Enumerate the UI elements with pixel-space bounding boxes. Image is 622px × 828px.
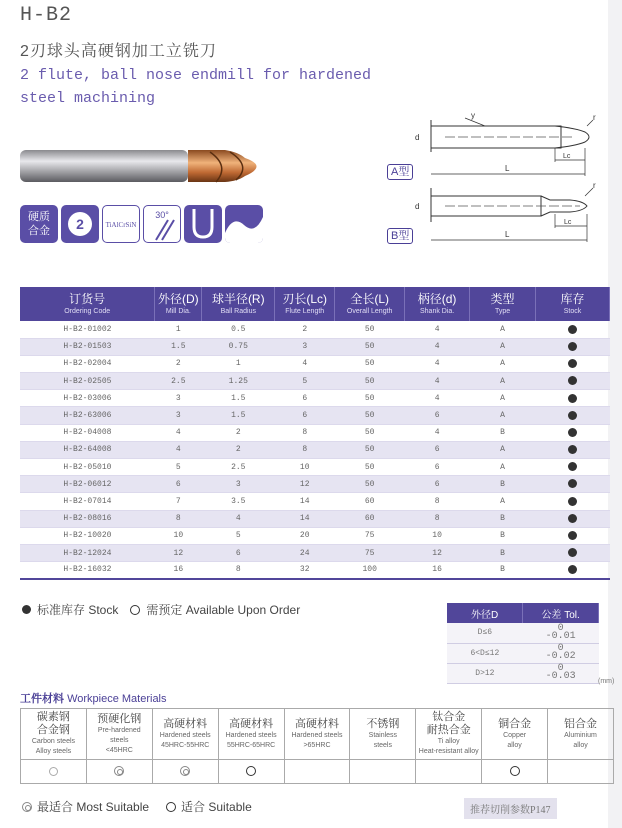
table-cell: 3	[275, 338, 335, 355]
table-cell: 2	[275, 321, 335, 338]
table-cell: H-B2-04008	[20, 424, 155, 441]
table-row	[20, 390, 610, 407]
table-cell: 7	[155, 493, 202, 510]
table-cell: 50	[335, 459, 405, 476]
tolerance-value: 0 -0.01	[523, 623, 599, 643]
table-row	[20, 373, 610, 390]
stock-cell	[536, 441, 610, 458]
table-cell: 6	[275, 390, 335, 407]
table-cell: 60	[335, 510, 405, 527]
table-cell: 32	[275, 562, 335, 579]
dim-r-a: r	[593, 113, 596, 122]
table-cell: 1.5	[202, 390, 275, 407]
tolerance-range: D>12	[447, 663, 523, 683]
suitability-legend	[22, 798, 252, 815]
table-cell: H-B2-63006	[20, 407, 155, 424]
table-cell: 3	[155, 407, 202, 424]
table-cell: 50	[335, 338, 405, 355]
stock-dot-icon	[568, 445, 577, 454]
table-cell: 50	[335, 355, 405, 372]
tolerance-value: 0 -0.03	[523, 663, 599, 683]
table-cell: 60	[335, 493, 405, 510]
table-cell: A	[470, 338, 536, 355]
stock-dot-icon	[568, 514, 577, 523]
material-cell: 预硬化钢 Pre-hardened steels <45HRC	[86, 709, 152, 760]
stock-dot-icon	[568, 376, 577, 385]
col-header: 外径(D) Mill Dia.	[155, 287, 202, 321]
table-cell: A	[470, 355, 536, 372]
endmill-image	[20, 144, 270, 188]
stock-legend-label: 标准库存 Stock	[37, 603, 119, 617]
suitability-cell	[350, 760, 416, 784]
material-cell: 铝合金 Aluminium alloy	[548, 709, 614, 760]
table-cell: 5	[202, 527, 275, 544]
col-header: 订货号 Ordering Code	[20, 287, 155, 321]
material-cell: 不锈钢 Stainless steels	[350, 709, 416, 760]
table-cell: 75	[335, 527, 405, 544]
product-code: H-B2	[20, 4, 73, 27]
stock-cell	[536, 373, 610, 390]
two-flute-icon: 2	[61, 205, 99, 243]
table-row	[20, 441, 610, 458]
table-cell: 6	[405, 407, 470, 424]
stock-dot-icon	[568, 497, 577, 506]
table-row	[20, 544, 610, 561]
table-cell: B	[470, 527, 536, 544]
stock-dot-icon	[568, 479, 577, 488]
table-cell: 5	[275, 373, 335, 390]
tolerance-range: 6<D≤12	[447, 643, 523, 663]
table-cell: A	[470, 390, 536, 407]
suitability-cell	[284, 760, 350, 784]
order-legend-label: 需预定 Available Upon Order	[146, 603, 301, 617]
material-cell: 碳素钢 合金钢 Carbon steels Alloy steels	[21, 709, 87, 760]
feature-icons	[20, 205, 263, 243]
table-cell: H-B2-01002	[20, 321, 155, 338]
table-cell: A	[470, 459, 536, 476]
stock-cell	[536, 562, 610, 579]
helix-angle-icon: 30°	[143, 205, 181, 243]
table-cell: H-B2-08016	[20, 510, 155, 527]
most-suitable-icon	[22, 802, 32, 812]
table-cell: H-B2-07014	[20, 493, 155, 510]
table-cell: 4	[405, 373, 470, 390]
table-cell: 1.25	[202, 373, 275, 390]
table-cell: A	[470, 407, 536, 424]
col-header: 库存 Stock	[536, 287, 610, 321]
table-cell: 100	[335, 562, 405, 579]
table-cell: 12	[155, 544, 202, 561]
table-cell: B	[470, 562, 536, 579]
stock-cell	[536, 459, 610, 476]
stock-cell	[536, 390, 610, 407]
stock-dot-icon	[568, 342, 577, 351]
tolerance-row	[447, 643, 599, 663]
dim-l-a: L	[505, 164, 510, 173]
table-row	[20, 321, 610, 338]
material-cell: 高硬材料 Hardened steels >65HRC	[284, 709, 350, 760]
suitability-cell	[152, 760, 218, 784]
stock-cell	[536, 493, 610, 510]
table-cell: 8	[202, 562, 275, 579]
table-cell: 6	[405, 459, 470, 476]
table-cell: 8	[405, 510, 470, 527]
table-cell: H-B2-12024	[20, 544, 155, 561]
table-row	[20, 476, 610, 493]
table-header	[20, 287, 610, 321]
suitable-icon	[246, 766, 256, 776]
dim-r-b: r	[593, 181, 596, 190]
material-cell: 钛合金 耐热合金 Ti alloy Heat-resistant alloy	[416, 709, 482, 760]
table-cell: H-B2-64008	[20, 441, 155, 458]
tolerance-value: 0 -0.02	[523, 643, 599, 663]
stock-cell	[536, 321, 610, 338]
suitable-label: 适合 Suitable	[181, 800, 252, 814]
stock-cell	[536, 510, 610, 527]
table-cell: 8	[405, 493, 470, 510]
table-cell: 3	[202, 476, 275, 493]
table-cell: 10	[275, 459, 335, 476]
table-cell: 8	[275, 441, 335, 458]
table-row	[20, 407, 610, 424]
type-a-label: A型	[387, 164, 413, 180]
stock-dot-icon	[568, 548, 577, 557]
stock-dot-icon	[568, 394, 577, 403]
table-cell: 50	[335, 390, 405, 407]
table-cell: 2	[155, 355, 202, 372]
table-cell: A	[470, 321, 536, 338]
table-cell: 2	[202, 424, 275, 441]
table-cell: 50	[335, 441, 405, 458]
type-b-label: B型	[387, 228, 413, 244]
table-cell: 4	[275, 355, 335, 372]
suitability-cell	[86, 760, 152, 784]
table-cell: 10	[155, 527, 202, 544]
stock-dot-icon	[568, 411, 577, 420]
table-cell: 1	[155, 321, 202, 338]
suitable-icon	[510, 766, 520, 776]
table-cell: 12	[405, 544, 470, 561]
table-cell: 14	[275, 493, 335, 510]
workpiece-title: 工件材料 Workpiece Materials	[20, 693, 167, 705]
table-cell: 5	[155, 459, 202, 476]
table-cell: 8	[155, 510, 202, 527]
table-cell: 1	[202, 355, 275, 372]
dim-lc-b: Lc	[564, 219, 572, 226]
table-cell: H-B2-01503	[20, 338, 155, 355]
stock-cell	[536, 476, 610, 493]
most-suitable-icon	[180, 766, 190, 776]
table-cell: 4	[405, 424, 470, 441]
table-cell: 2.5	[155, 373, 202, 390]
table-cell: 6	[405, 441, 470, 458]
dim-l-b: L	[505, 230, 510, 239]
stock-cell	[536, 424, 610, 441]
table-cell: H-B2-02505	[20, 373, 155, 390]
table-row	[20, 493, 610, 510]
table-cell: 4	[405, 355, 470, 372]
stock-dot-icon	[568, 325, 577, 334]
stock-cell	[536, 544, 610, 561]
suitable-icon	[166, 802, 176, 812]
title-en: 2 flute, ball nose endmill for hardened steel machining	[20, 67, 372, 107]
table-cell: 8	[275, 424, 335, 441]
col-header: 柄径(d) Shank Dia.	[405, 287, 470, 321]
stock-cell	[536, 527, 610, 544]
ball-nose-icon	[184, 205, 222, 243]
table-cell: 4	[155, 441, 202, 458]
stock-dot-icon	[568, 359, 577, 368]
table-cell: 12	[275, 476, 335, 493]
table-cell: 50	[335, 321, 405, 338]
tolerance-table	[447, 603, 599, 684]
table-cell: 16	[405, 562, 470, 579]
stock-cell	[536, 338, 610, 355]
table-cell: 2	[202, 441, 275, 458]
table-cell: 6	[405, 476, 470, 493]
table-cell: H-B2-02004	[20, 355, 155, 372]
table-cell: A	[470, 441, 536, 458]
table-cell: H-B2-16032	[20, 562, 155, 579]
table-cell: 50	[335, 373, 405, 390]
stock-dot-icon	[22, 605, 31, 614]
table-row	[20, 424, 610, 441]
col-header: 类型 Type	[470, 287, 536, 321]
col-header: 刃长(Lc) Flute Length	[275, 287, 335, 321]
suitability-cell	[482, 760, 548, 784]
table-cell: 6	[155, 476, 202, 493]
hard-alloy-icon: 硬质 合金	[20, 205, 58, 243]
stock-dot-icon	[568, 428, 577, 437]
table-row	[20, 527, 610, 544]
order-ring-icon	[130, 605, 140, 615]
table-cell: A	[470, 493, 536, 510]
dim-y-a: y	[471, 112, 475, 120]
table-cell: A	[470, 373, 536, 390]
suitability-cell	[21, 760, 87, 784]
table-cell: 4	[202, 510, 275, 527]
table-cell: 4	[405, 321, 470, 338]
title-cn: 2刃球头高硬钢加工立铣刀	[20, 43, 217, 60]
tolerance-range: D≤6	[447, 623, 523, 643]
side-strip	[608, 0, 622, 828]
table-cell: 10	[405, 527, 470, 544]
unit-label: (mm)	[598, 678, 615, 685]
suitability-cell	[218, 760, 284, 784]
dim-d-b: d	[415, 202, 420, 211]
table-row	[20, 459, 610, 476]
table-cell: B	[470, 476, 536, 493]
table-cell: 6	[275, 407, 335, 424]
most-suitable-label: 最适合 Most Suitable	[37, 800, 150, 814]
material-cell: 高硬材料 Hardened steels 55HRC-65HRC	[218, 709, 284, 760]
table-cell: 50	[335, 476, 405, 493]
table-cell: 16	[155, 562, 202, 579]
table-cell: 3.5	[202, 493, 275, 510]
table-cell: 4	[155, 424, 202, 441]
table-cell: B	[470, 424, 536, 441]
stock-dot-icon	[568, 565, 577, 574]
table-cell: 20	[275, 527, 335, 544]
coating-icon: TiAlCrSiN	[102, 205, 140, 243]
table-cell: H-B2-06012	[20, 476, 155, 493]
suitability-cell	[416, 760, 482, 784]
table-cell: H-B2-05010	[20, 459, 155, 476]
table-cell: B	[470, 544, 536, 561]
tolerance-row	[447, 623, 599, 643]
table-row	[20, 510, 610, 527]
table-cell: 3	[155, 390, 202, 407]
reference-note: 推荐切削参数P147	[464, 798, 557, 819]
table-cell: 24	[275, 544, 335, 561]
workpiece-table	[20, 708, 614, 784]
table-row	[20, 338, 610, 355]
table-row	[20, 355, 610, 372]
tol-header-dia: 外径D	[447, 603, 523, 623]
table-cell: 4	[405, 390, 470, 407]
suitability-cell	[548, 760, 614, 784]
table-cell: 50	[335, 407, 405, 424]
material-cell: 高硬材料 Hardened steels 45HRC-55HRC	[152, 709, 218, 760]
table-cell: H-B2-03006	[20, 390, 155, 407]
tolerance-row	[447, 663, 599, 683]
dim-d-a: d	[415, 133, 420, 142]
table-cell: 4	[405, 338, 470, 355]
stock-legend	[22, 601, 300, 618]
table-cell: 6	[202, 544, 275, 561]
diagram-b	[391, 180, 605, 250]
stock-dot-icon	[568, 462, 577, 471]
table-cell: 0.5	[202, 321, 275, 338]
table-cell: 75	[335, 544, 405, 561]
diagram-a	[391, 112, 605, 187]
material-cell: 铜合金 Copper alloy	[482, 709, 548, 760]
wave-edge-icon	[225, 205, 263, 243]
table-cell: B	[470, 510, 536, 527]
col-header: 全长(L) Overall Length	[335, 287, 405, 321]
table-cell: 14	[275, 510, 335, 527]
table-cell: 1.5	[202, 407, 275, 424]
table-cell: 1.5	[155, 338, 202, 355]
most-suitable-icon	[114, 766, 124, 776]
table-cell: H-B2-10020	[20, 527, 155, 544]
tol-header-tol: 公差 Tol.	[523, 603, 599, 623]
dim-lc-a: Lc	[563, 153, 571, 160]
product-table	[20, 287, 610, 580]
stock-cell	[536, 407, 610, 424]
table-cell: 50	[335, 424, 405, 441]
table-cell: 2.5	[202, 459, 275, 476]
suitable-icon	[49, 767, 58, 776]
stock-dot-icon	[568, 531, 577, 540]
table-cell: 0.75	[202, 338, 275, 355]
table-row	[20, 562, 610, 579]
stock-cell	[536, 355, 610, 372]
col-header: 球半径(R) Ball Radius	[202, 287, 275, 321]
